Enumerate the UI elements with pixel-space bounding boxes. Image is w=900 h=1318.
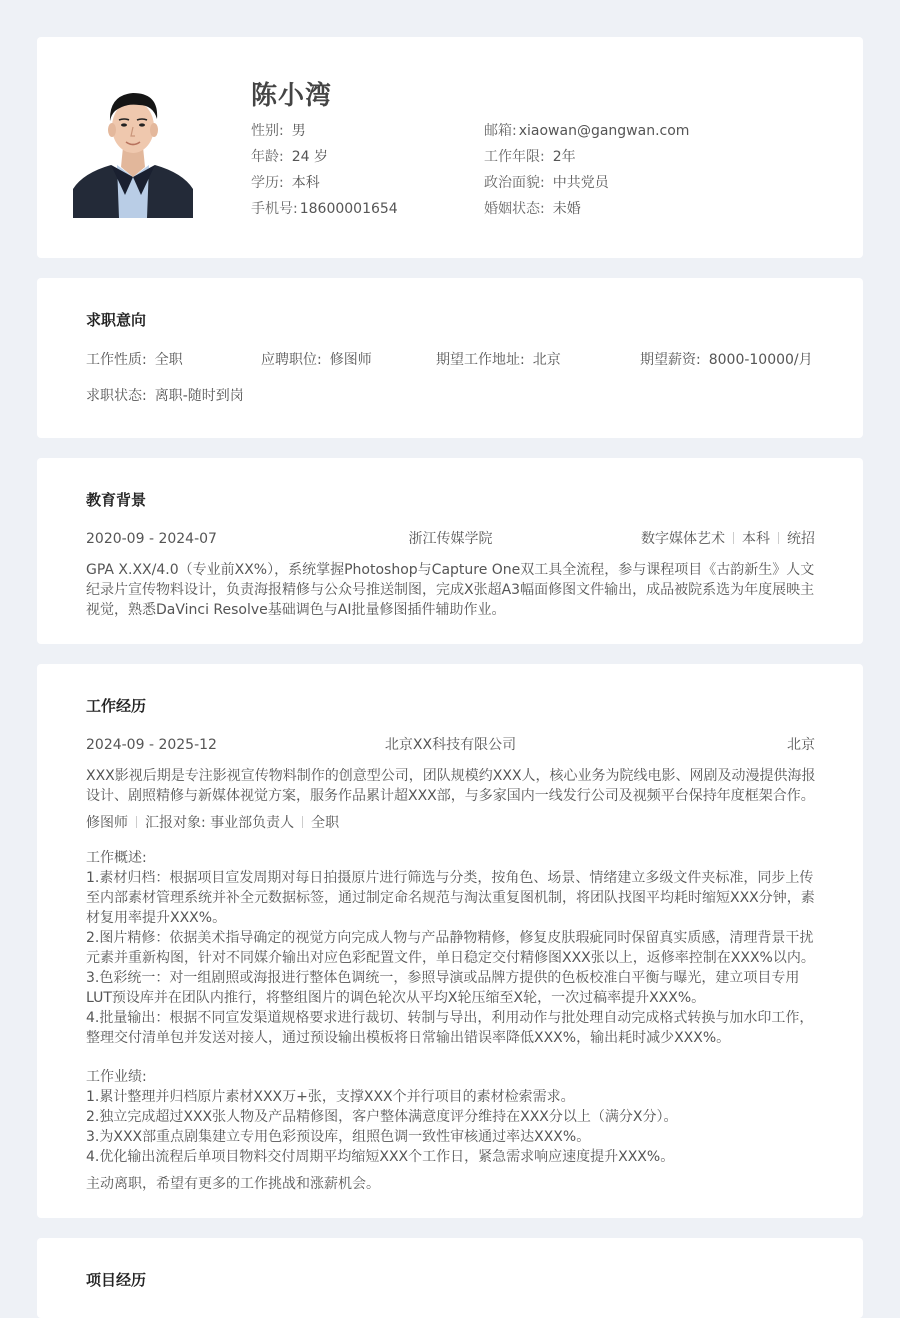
years-label: 工作年限: <box>484 149 545 165</box>
age-value: 24 岁 <box>291 149 328 165</box>
education-card <box>37 458 863 644</box>
achievement-line: 4.优化输出流程后单项目物料交付周期平均缩短XXX个工作日，紧急需求响应速度提升XXX%。 <box>86 1149 675 1165</box>
years-row <box>484 147 576 167</box>
status-field <box>86 386 244 406</box>
position-label: 应聘职位: <box>261 352 322 368</box>
education-desc-line: 视觉，熟悉DaVinci Resolve基础调色与AI批量修图插件辅助作业。 <box>86 602 506 618</box>
education-desc-line: GPA X.XX/4.0（专业前XX%），系统掌握Photoshop与Capture One双工具全流程，参与课程项目《古韵新生》人文 <box>86 562 815 578</box>
enroll-type: 统招 <box>787 531 815 547</box>
work-achievements <box>86 1067 815 1167</box>
position-value: 修图师 <box>329 352 372 368</box>
education-description <box>86 560 815 620</box>
work-city: 北京 <box>787 737 815 753</box>
education-value: 本科 <box>291 175 320 191</box>
work-tags <box>86 813 815 833</box>
age-label: 年龄: <box>251 149 284 165</box>
job-type-field <box>86 350 183 370</box>
job-intent-card <box>37 278 863 438</box>
email-value: xiaowan@gangwan.com <box>518 123 690 139</box>
location-field <box>436 350 561 370</box>
overview-line: 工作概述: <box>86 850 147 866</box>
phone-value: 18600001654 <box>299 201 398 217</box>
salary-field <box>640 350 813 370</box>
salary-value: 8000-10000/月 <box>708 352 813 368</box>
company-description <box>86 766 815 806</box>
section-title-project: 项目经历 <box>86 1271 147 1289</box>
work-experience-card <box>37 664 863 1218</box>
overview-line: 元素并重新构图，针对不同媒介输出对应色彩配置文件，单日稳定交付精修图XXX张以上，返修率控制在XXX%以内。 <box>86 950 815 966</box>
work-period: 2024-09 - 2025-12 <box>86 737 217 753</box>
section-title-work: 工作经历 <box>86 697 147 715</box>
profile-card <box>37 37 863 258</box>
work-header-row <box>86 735 815 755</box>
email-row <box>484 121 689 141</box>
marital-label: 婚姻状态: <box>484 201 545 217</box>
political-label: 政治面貌: <box>484 175 545 191</box>
candidate-name: 陈小湾 <box>251 81 333 111</box>
marital-row <box>484 199 581 219</box>
gender-value: 男 <box>291 123 306 139</box>
role: 修图师 <box>86 815 128 831</box>
project-experience-card <box>37 1238 863 1318</box>
years-value: 2年 <box>552 149 576 165</box>
gender-label: 性别: <box>251 123 284 139</box>
marital-value: 未婚 <box>552 201 581 217</box>
salary-label: 期望薪资: <box>640 352 701 368</box>
school-name: 浙江传媒学院 <box>408 531 493 547</box>
education-period: 2020-09 - 2024-07 <box>86 531 217 547</box>
achievement-line: 2.独立完成超过XXX张人物及产品精修图，客户整体满意度评分维持在XXX分以上（满分X分）。 <box>86 1109 678 1125</box>
degree: 本科 <box>742 531 770 547</box>
achievement-line: 1.累计整理并归档原片素材XXX万+张，支撑XXX个并行项目的素材检索需求。 <box>86 1089 575 1105</box>
job-type-label: 工作性质: <box>86 352 147 368</box>
overview-line: 至内部素材管理系统并补全元数据标签，通过制定命名规范与淘汰重复图机制，将团队找图平均耗时缩短XXX分钟，素 <box>86 890 815 906</box>
section-title-intent: 求职意向 <box>86 311 147 329</box>
overview-line: 材复用率提升XXX%。 <box>86 910 227 926</box>
leave-reason: 主动离职，希望有更多的工作挑战和涨薪机会。 <box>86 1176 380 1192</box>
company-name: 北京XX科技有限公司 <box>384 737 517 753</box>
job-type-value: 全职 <box>154 352 183 368</box>
education-header-row <box>86 529 815 549</box>
company-desc-line: 设计、剧照精修与新媒体视觉方案，服务作品累计超XXX部，与多家国内一线发行公司及视频平台保持年度框架合作。 <box>86 788 815 804</box>
location-label: 期望工作地址: <box>436 352 525 368</box>
education-tags <box>641 529 815 549</box>
status-label: 求职状态: <box>86 388 147 404</box>
job-type: 全职 <box>311 815 340 831</box>
political-value: 中共党员 <box>552 175 609 191</box>
email-label: 邮箱: <box>484 123 517 139</box>
report-to: 汇报对象: 事业部负责人 <box>145 815 295 831</box>
divider <box>136 816 137 828</box>
education-desc-line: 纪录片宣传物料设计，负责海报精修与公众号推送制图，完成X张超A3幅面修图文件输出，成品被院系选为年度展映主 <box>86 582 815 598</box>
age-row <box>251 147 328 167</box>
achievement-line: 3.为XXX部重点剧集建立专用色彩预设库，组照色调一致性审核通过率达XXX%。 <box>86 1129 591 1145</box>
status-value: 离职-随时到岗 <box>154 388 244 404</box>
section-title-education: 教育背景 <box>86 491 147 509</box>
avatar-photo <box>73 85 193 218</box>
overview-line: 3.色彩统一：对一组剧照或海报进行整体色调统一，参照导演或品牌方提供的色板校准白平衡与曝光，建立项目专用 <box>86 970 800 986</box>
divider <box>733 532 734 544</box>
work-overview <box>86 848 815 1048</box>
political-row <box>484 173 609 193</box>
avatar <box>73 85 193 218</box>
company-desc-line: XXX影视后期是专注影视宣传物料制作的创意型公司，团队规模约XXX人，核心业务为院线电影、网剧及动漫提供海报 <box>86 768 816 784</box>
education-label: 学历: <box>251 175 284 191</box>
overview-line: LUT预设库并在团队内推行，将整组图片的调色轮次从平均X轮压缩至X轮，一次过稿率提升XXX%。 <box>86 990 706 1006</box>
achievement-line: 工作业绩: <box>86 1069 147 1085</box>
divider <box>778 532 779 544</box>
overview-line: 4.批量输出：根据不同宣发渠道规格要求进行裁切、转制与导出，利用动作与批处理自动完成格式转换与加水印工作， <box>86 1010 814 1026</box>
location-value: 北京 <box>532 352 561 368</box>
phone-row <box>251 199 398 219</box>
overview-line: 1.素材归档：根据项目宣发周期对每日拍摄原片进行筛选与分类，按角色、场景、情绪建立多级文件夹标准，同步上传 <box>86 870 814 886</box>
major: 数字媒体艺术 <box>641 531 725 547</box>
overview-line: 2.图片精修：依据美术指导确定的视觉方向完成人物与产品静物精修，修复皮肤瑕疵同时保留真实质感，清理背景干扰 <box>86 930 814 946</box>
phone-label: 手机号: <box>251 201 298 217</box>
education-row <box>251 173 320 193</box>
gender-row <box>251 121 306 141</box>
position-field <box>261 350 372 370</box>
overview-line: 整理交付清单包并发送对接人，通过预设输出模板将日常输出错误率降低XXX%，输出耗时减少XXX%。 <box>86 1030 731 1046</box>
divider <box>302 816 303 828</box>
